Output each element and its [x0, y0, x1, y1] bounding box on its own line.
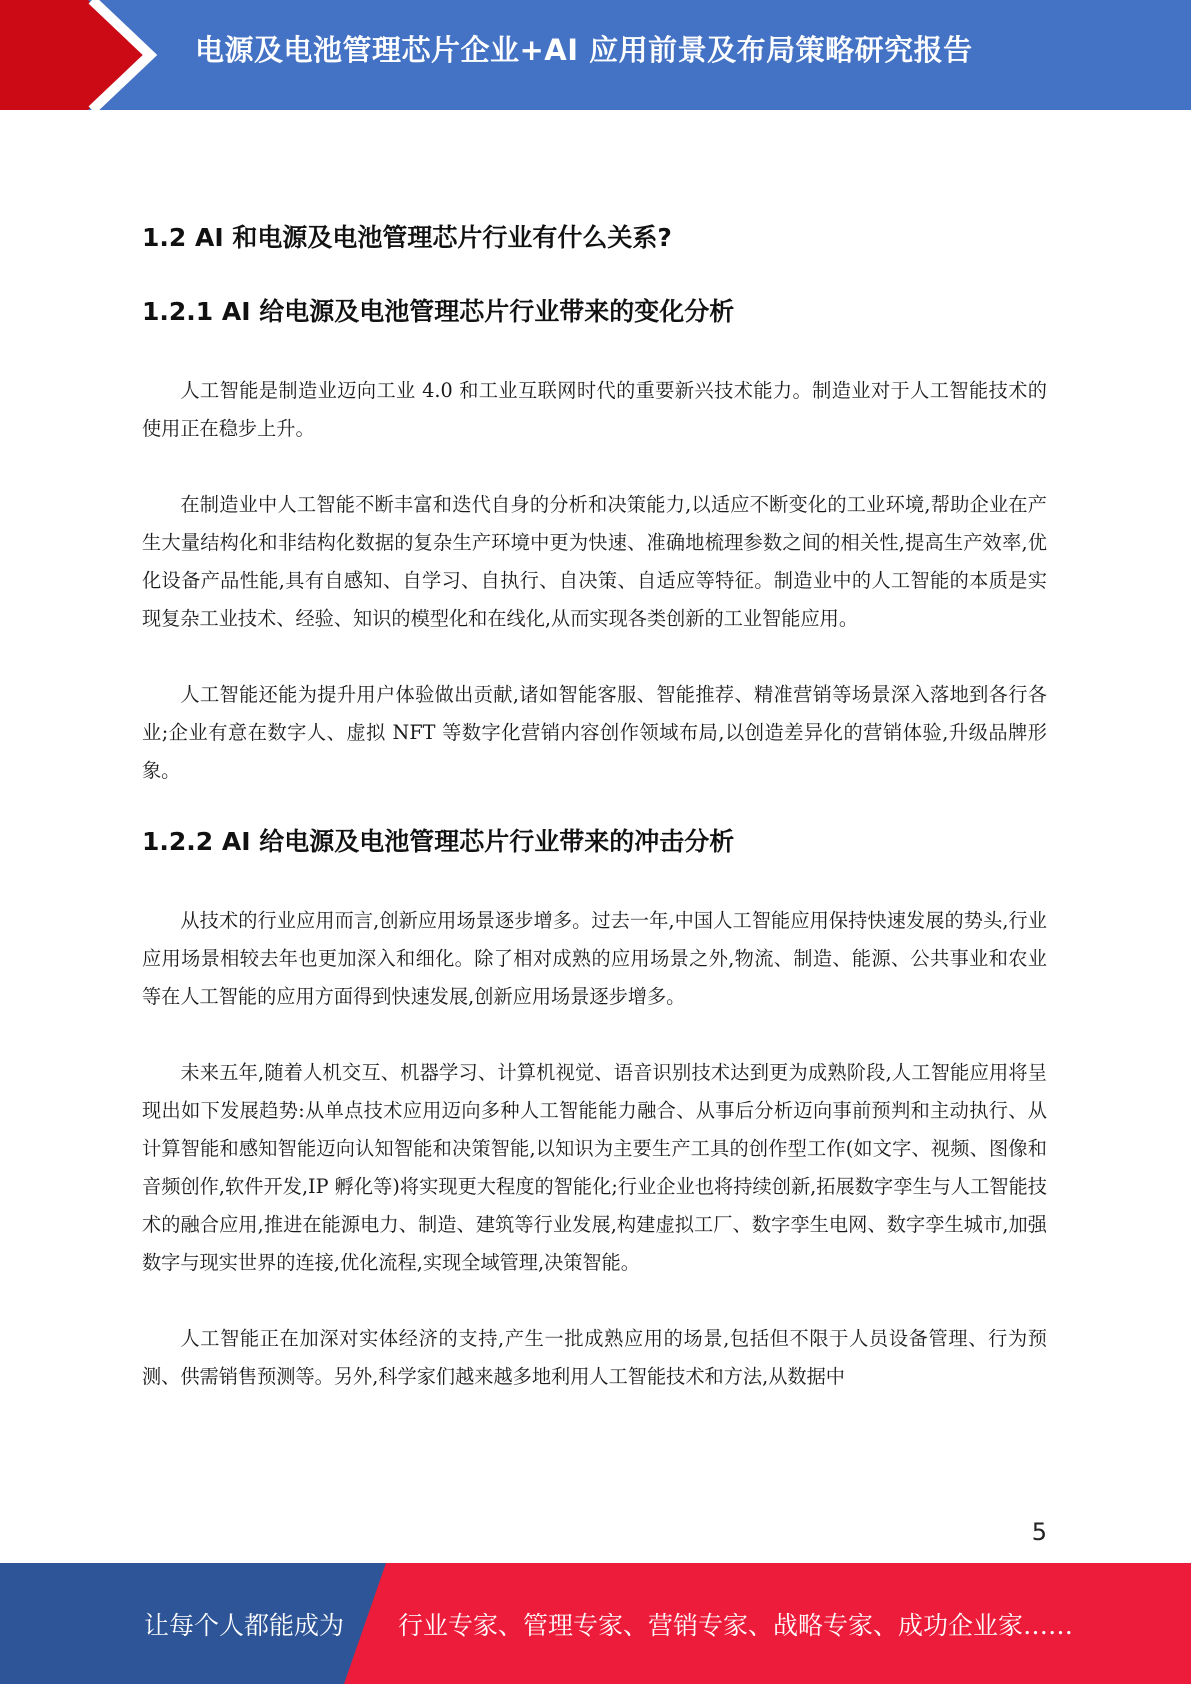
footer-slogan-left: 让每个人都能成为 — [144, 1611, 345, 1640]
page-header — [0, 0, 1191, 110]
document-body — [142, 200, 1047, 1396]
page-number: 5 — [1031, 1518, 1047, 1546]
paragraph: 未来五年,随着人机交互、机器学习、计算机视觉、语音识别技术达到更为成熟阶段,人工智能应用将呈现出如下发展趋势:从单点技术应用迈向多种人工智能能力融合、从事后分析迈向事前预判和主动执行、从计算智能和感知智能迈向认知智能和决策智能,以知识为主要生产工具的创作型工作(如文字、视频、图像和音频创作,软件开发,IP 孵化等)将实现更大程度的智能化;行业企业也将持续创新,拓展数字孪生与人工智能技术的融合应用,推进在能源电力、制造、建筑等行业发展,构建虚拟工厂、数字孪生电网、数字孪生城市,加强数字与现实世界的连接,优化流程,实现全域管理,决策智能。 — [142, 1061, 1047, 1274]
paragraph: 人工智能正在加深对实体经济的支持,产生一批成熟应用的场景,包括但不限于人员设备管理、行为预测、供需销售预测等。另外,科学家们越来越多地利用人工智能技术和方法,从数据中 — [142, 1327, 1047, 1388]
paragraph: 人工智能还能为提升用户体验做出贡献,诸如智能客服、智能推荐、精准营销等场景深入落地到各行各业;企业有意在数字人、虚拟 NFT 等数字化营销内容创作领域布局,以创造差异化的营销体验,升级品牌形象。 — [142, 683, 1047, 782]
section-heading-1-2: 1.2 AI 和电源及电池管理芯片行业有什么关系? — [142, 223, 672, 252]
paragraph: 从技术的行业应用而言,创新应用场景逐步增多。过去一年,中国人工智能应用保持快速发展的势头,行业应用场景相较去年也更加深入和细化。除了相对成熟的应用场景之外,物流、制造、能源、公共事业和农业等在人工智能的应用方面得到快速发展,创新应用场景逐步增多。 — [142, 909, 1047, 1008]
section-heading-1-2-1: 1.2.1 AI 给电源及电池管理芯片行业带来的变化分析 — [142, 297, 735, 326]
page-footer — [0, 1563, 1191, 1684]
report-title: 电源及电池管理芯片企业+AI 应用前景及布局策略研究报告 — [195, 33, 973, 67]
paragraph: 人工智能是制造业迈向工业 4.0 和工业互联网时代的重要新兴技术能力。制造业对于人工智能技术的使用正在稳步上升。 — [142, 379, 1047, 440]
header-red-chevron — [0, 0, 148, 110]
section-heading-1-2-2: 1.2.2 AI 给电源及电池管理芯片行业带来的冲击分析 — [142, 827, 735, 856]
paragraph: 在制造业中人工智能不断丰富和迭代自身的分析和决策能力,以适应不断变化的工业环境,帮助企业在产生大量结构化和非结构化数据的复杂生产环境中更为快速、准确地梳理参数之间的相关性,提高生产效率,优化设备产品性能,具有自感知、自学习、自执行、自决策、自适应等特征。制造业中的人工智能的本质是实现复杂工业技术、经验、知识的模型化和在线化,从而实现各类创新的工业智能应用。 — [142, 493, 1047, 630]
footer-slogan-right: 行业专家、管理专家、营销专家、战略专家、成功企业家…… — [398, 1611, 1074, 1640]
